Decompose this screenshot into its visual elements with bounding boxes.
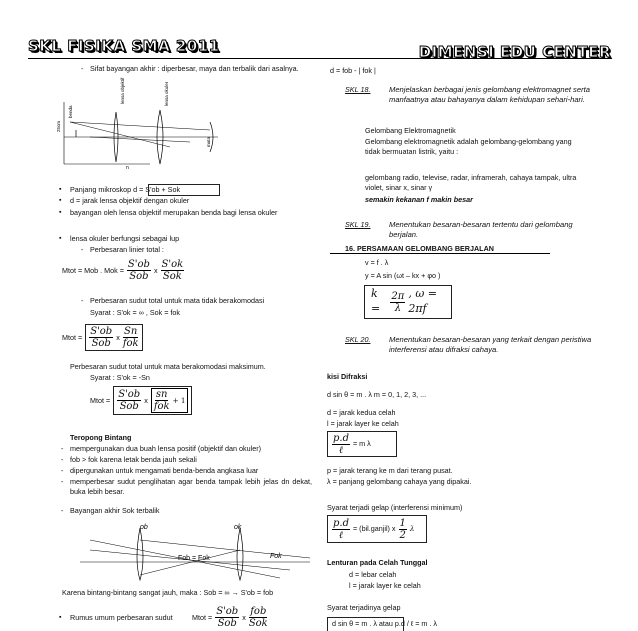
mtot4: Mtot = $\frac{S'ob}{\text{Sob}}$ x $\frac{\text{fob}}{\text{Sok}}$ (192, 606, 268, 629)
teropong-item-2: - fob > fok karena letak benda jauh sekali (70, 455, 197, 465)
header-left-title: SKL FISIKA SMA 2011 (28, 37, 220, 55)
header-right-title: DIMENSI EDU CENTER (418, 43, 611, 61)
microscope-diagram (56, 77, 220, 171)
teropong-item-1: - mempergunakan dua buah lensa positif (objektif dan okuler) (70, 444, 261, 454)
f3-d2: fok (153, 401, 170, 412)
gelap-box: $\frac{p.d}{\text{ℓ}}$ = (bil.ganjil) x $\frac{1}{2}$ λ (327, 515, 427, 543)
kisi-l: l = jarak layer ke celah (327, 419, 399, 428)
lent-d: d = lebar celah (349, 570, 397, 579)
lambda-def: λ = panjang gelombang cahaya yang dipakai. (327, 477, 472, 486)
perbesaran-sudut: - Perbesaran sudut total untuk mata tidak berakomodasi (90, 296, 264, 306)
f3-n1: S'ob (118, 389, 141, 400)
fig1-label-okuler: lensa okuler (164, 81, 169, 106)
fig1-label-mata: mata (206, 136, 211, 147)
skl19-text: Menentukan besaran-besaran tertentu dari gelombang berjalan. (389, 220, 573, 240)
intro-dash: - Sifat bayangan akhir : diperbesar, maya dan terbalik dari asalnya. (90, 64, 314, 74)
f2-n1: S'ob (90, 326, 113, 337)
gel-list: gelombang radio, televise, radar, inframerah, cahaya tampak, ultra violet, sinar x, sinar γ (365, 173, 577, 192)
f1-d1: Sob (129, 271, 149, 282)
skl20-code: SKL 20. (345, 335, 371, 344)
gel-bold: semakin kekanan f makin besar (365, 195, 473, 204)
p-def: p = jarak terang ke m dari terang pusat. (327, 466, 453, 475)
karena: Karena bintang-bintang sangat jauh, maka : Sob = ∞ → S'ob = fob (62, 588, 274, 597)
d-eq: d = fob - | fok | (330, 66, 376, 75)
f1-n1: S'ob (127, 259, 150, 270)
rumus-umum: ▪ Rumus umum perbesaran sudut (70, 613, 173, 623)
sec16: 16. PERSAMAAN GELOMBANG BERJALAN (345, 244, 494, 253)
syarat1: Syarat : S'ok = ∞ , Sok = fok (90, 308, 180, 317)
fig2-label-fok: Fok (270, 553, 282, 560)
f1-n2: S'ok (161, 259, 184, 270)
mtot-linier: Mtot = Mob . Mok = $\frac{S'ob}{\text{Sob}}$ x $\frac{S'ok}{\text{Sok}}$ (62, 259, 184, 282)
bullet-bayangan: ▪ bayangan oleh lensa objektif merupakan benda bagi lensa okuler (70, 208, 312, 218)
mtot3-prefix: Mtot = (90, 395, 111, 405)
telescope-diagram (80, 520, 310, 582)
lent-l: l = jarak layer ke celah (349, 581, 421, 590)
y-eq: y = A sin (ωt – kx + φo ) (365, 271, 441, 280)
f3-n2: sn (155, 389, 168, 400)
bullet-panjang: ▪ Panjang mikroskop d = S'ob + Sok (70, 185, 180, 195)
fig2-label-ok: ok (234, 524, 242, 531)
pd-box: $\frac{p.d}{\text{ℓ}}$ = m λ (327, 431, 397, 457)
kisi-title: kisi Difraksi (327, 372, 368, 381)
f3-plus: + 1 (172, 395, 186, 405)
syarat2: Syarat : S'ok = -Sn (90, 373, 150, 382)
fig1-label-n: n (126, 165, 129, 171)
header-rule (28, 58, 610, 59)
mtot1-prefix: Mtot = Mob . Mok = (62, 265, 124, 275)
perbesaran-linier: - Perbesaran linier total : (90, 245, 164, 255)
kisi-eq: d sin θ = m . λ m = 0, 1, 2, 3, ... (327, 390, 427, 399)
teropong-title: Teropong Bintang (70, 433, 132, 442)
kisi-d: d = jarak kedua celah (327, 408, 396, 417)
bullet-lup: ▪ lensa okuler berfungsi sebagai lup (70, 234, 179, 244)
bayangan-akhir: - Bayangan akhir Sok terbalik (70, 506, 160, 516)
skl18-text: Menjelaskan berbagai jenis gelombang elektromagnet serta manfaatnya atau bahayanya dalam kehidupan sehari-hari. (389, 85, 590, 105)
syarat-gelap: Syarat terjadi gelap (interferensi minimum) (327, 503, 463, 512)
perbesaran-max: Perbesaran sudut total untuk mata berakomodasi maksimum. (70, 362, 266, 371)
mtot-max: Mtot = $\frac{S'ob}{\text{Sob}}$ x $\frac{sn}{\text{fok}}$ + 1 (90, 386, 192, 415)
teropong-item-4: - memperbesar sudut penglihatan agar benda tampak lebih jelas dn dekat, buka lebih besar. (70, 477, 312, 496)
mtot4-prefix: Mtot = (192, 612, 213, 622)
f2-n2: Sn (124, 326, 138, 337)
fig2-label-fobfok: Fob = Fok (178, 555, 210, 562)
mtot2-prefix: Mtot = (62, 332, 83, 342)
f1-d2: Sok (162, 271, 182, 282)
fig2-label-ob: ob (140, 524, 148, 531)
skl18-code: SKL 18. (345, 85, 371, 94)
bottom-eq: d sin θ = m . λ atau p.d / ℓ = m . λ (332, 619, 437, 628)
fig1-label-pn: 25cm (56, 120, 61, 132)
fig1-label-objektif: lensa objektif (120, 77, 125, 104)
box-panjang (148, 184, 220, 196)
syarat-gelap2: Syarat terjadinya gelap (327, 603, 401, 612)
f2-d1: Sob (91, 338, 111, 349)
mtot-sudut: Mtot = $\frac{S'ob}{\text{Sob}}$ x $\frac{Sn}{\text{fok}}$ (62, 324, 143, 351)
gel-title: Gelombang Elektromagnetik (365, 126, 456, 135)
bullet-d: ▪ d = jarak lensa objektif dengan okuler (70, 196, 189, 206)
skl20-text: Menentukan besaran-besaran yang terkait dengan peristiwa interferensi atau difraksi cahaya. (389, 335, 592, 355)
k-box: k = $\frac{2\pi}{\lambda}$ , ω = 2πf (364, 285, 452, 319)
f3-d1: Sob (119, 401, 139, 412)
teropong-item-3: - dipergunakan untuk mengamati benda-benda angkasa luar (70, 466, 258, 476)
skl19-code: SKL 19. (345, 220, 371, 229)
sec16-underline (330, 253, 550, 254)
lenturan-title: Lenturan pada Celah Tunggal (327, 558, 428, 567)
gel-desc: Gelombang elektromagnetik adalah gelombang-gelombang yang tidak bermuatan listrik, yaitu : (365, 137, 572, 156)
fig1-label-benda: benda (68, 105, 73, 118)
v-eq: v = f . λ (365, 258, 389, 267)
f2-d2: fok (122, 338, 139, 349)
